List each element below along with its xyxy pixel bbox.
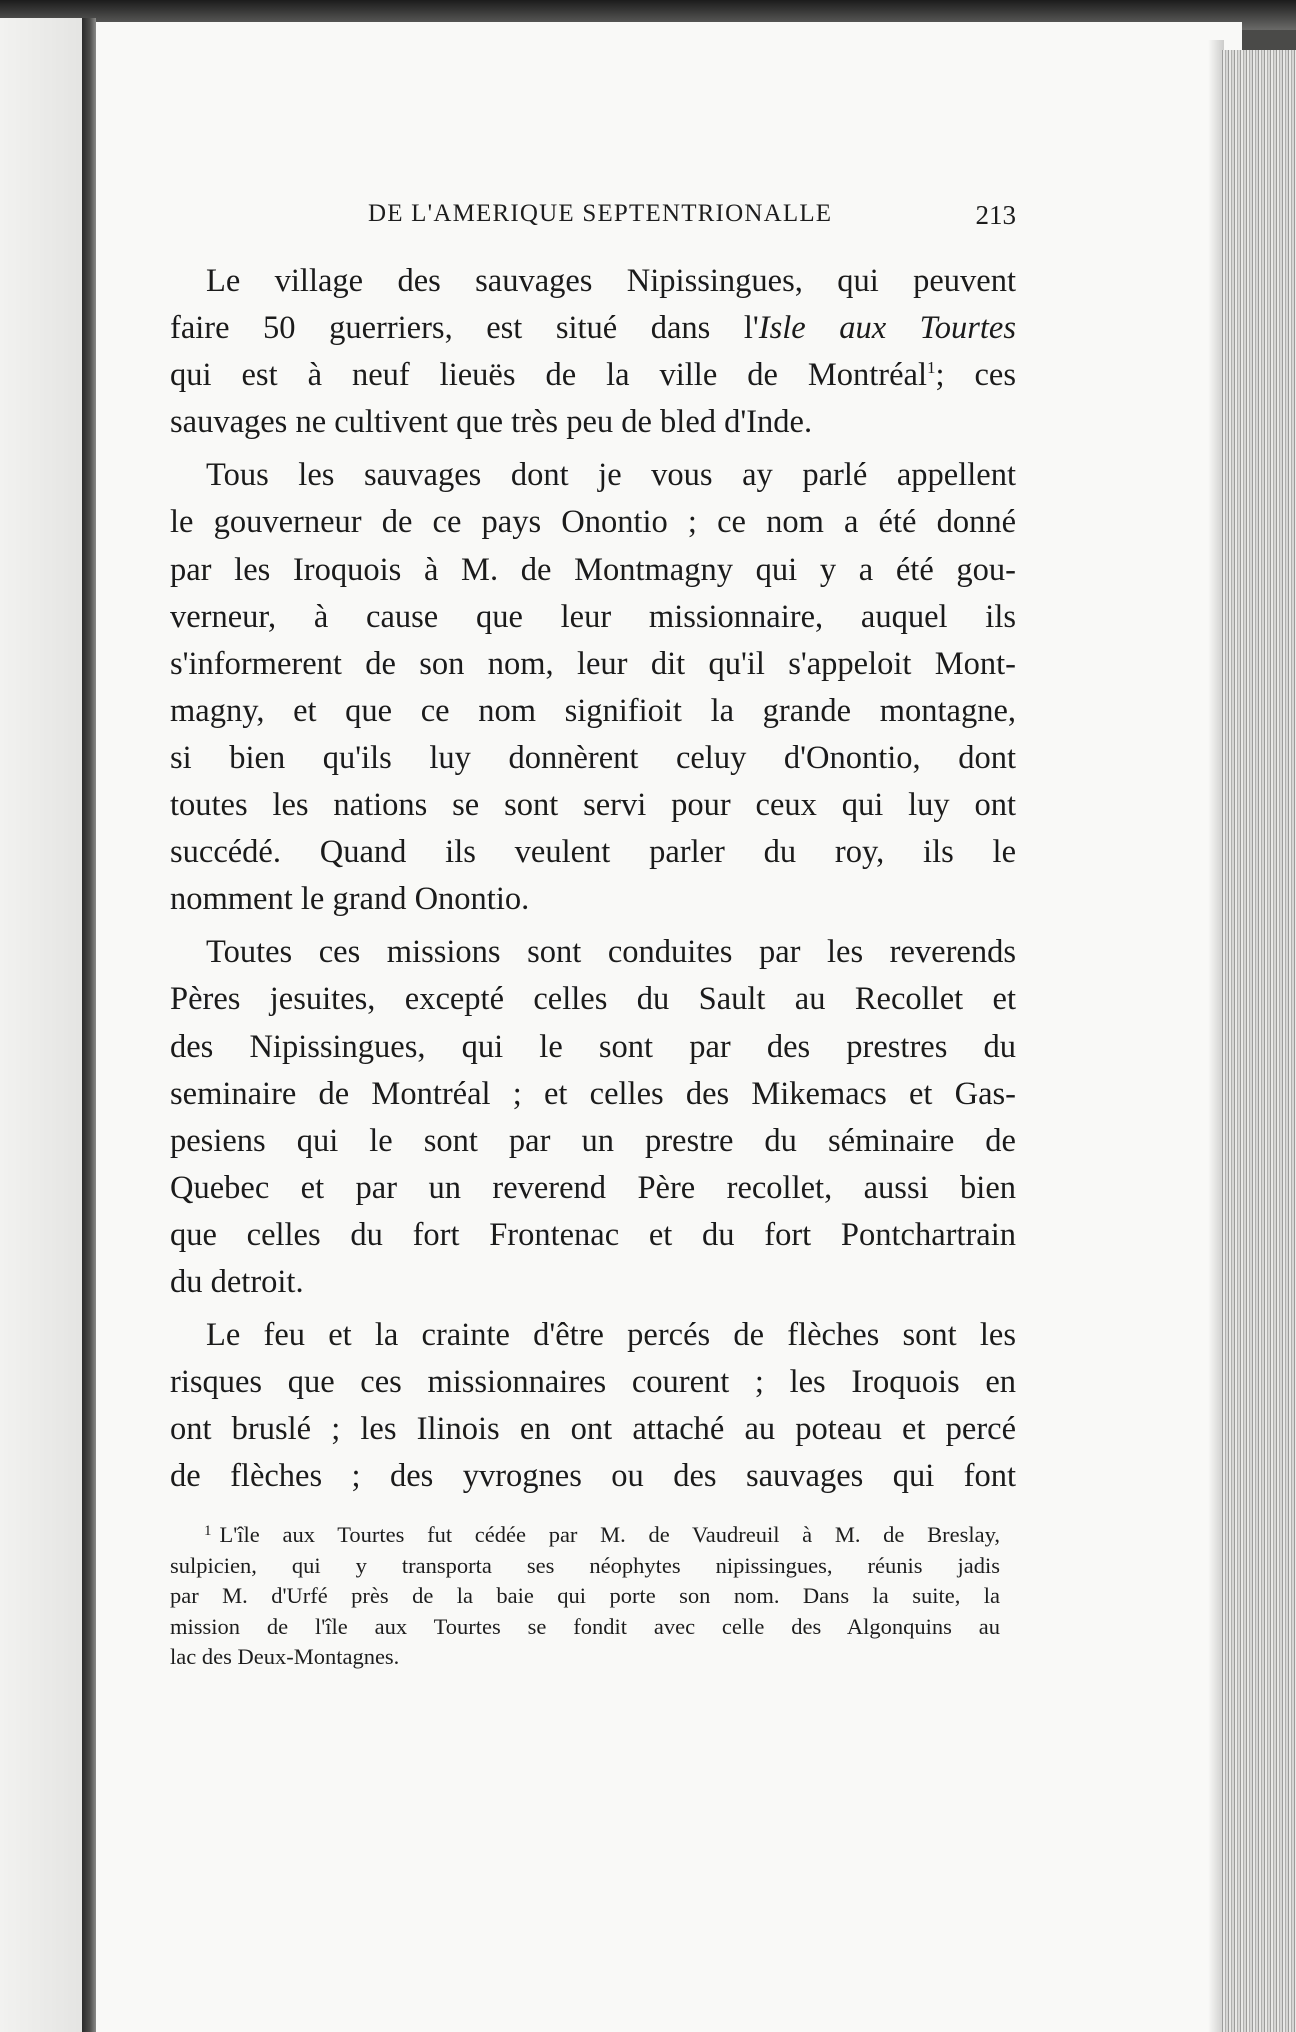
page-number: 213 — [975, 200, 1016, 230]
text-line: du detroit. — [170, 1263, 304, 1300]
text-line: verneur, à cause que leur missionnaire, auquel ils — [170, 598, 1016, 635]
text-line: s'informerent de son nom, leur dit qu'il s'appeloit Mont- — [170, 645, 1016, 682]
footnote-number: 1 — [204, 1523, 212, 1539]
text-line: risques que ces missionnaires courent ; les Iroquois en — [170, 1364, 1016, 1401]
text-line — [170, 305, 1016, 352]
adjacent-page — [0, 18, 84, 2032]
footnote-line: mission de l'île aux Tourtes se fondit avec celle des Algonquins au — [170, 1613, 1000, 1639]
footnote-line — [170, 1516, 1000, 1551]
text-line: le gouverneur de ce pays Onontio ; ce nom a été donné — [170, 504, 1016, 541]
text-line: ont bruslé ; les Ilinois en ont attaché au poteau et percé — [170, 1411, 1016, 1448]
paragraph-1 — [170, 258, 1016, 446]
text-line: Tous les sauvages dont je vous ay parlé appellent — [206, 457, 1016, 494]
book-gutter — [82, 18, 96, 2032]
italic-place-name: Isle aux Tourtes — [758, 310, 1016, 347]
footnote-marker: 1 — [927, 358, 936, 378]
text-line: si bien qu'ils luy donnèrent celuy d'Onontio, dont — [170, 739, 1016, 776]
text-line: par les Iroquois à M. de Montmagny qui y a été gou- — [170, 551, 1016, 588]
text-line: seminaire de Montréal ; et celles des Mikemacs et Gas- — [170, 1075, 1016, 1112]
paragraph-3 — [170, 929, 1016, 1306]
text-segment: L'île aux Tourtes fut cédée par M. de Vaudreuil à M. de Breslay, — [219, 1522, 1000, 1547]
text-line: pesiens qui le sont par un prestre du séminaire de — [170, 1122, 1016, 1159]
footnote-line: par M. d'Urfé près de la baie qui porte son nom. Dans la suite, la — [170, 1583, 1000, 1608]
text-segment: ; ces — [935, 357, 1017, 394]
text-line — [170, 352, 1016, 399]
footnote-line: sulpicien, qui y transporta ses néophytes nipissingues, réunis jadis — [170, 1552, 1000, 1578]
paragraph-2 — [170, 452, 1016, 923]
text-line: nomment le grand Onontio. — [170, 881, 530, 918]
text-line: des Nipissingues, qui le sont par des prestres du — [170, 1028, 1016, 1065]
page-edges — [1220, 50, 1296, 2032]
text-line: toutes les nations se sont servi pour ceux qui luy ont — [170, 787, 1016, 824]
footnote — [170, 1516, 1000, 1673]
text-line: Pères jesuites, excepté celles du Sault au Recollet et — [170, 981, 1016, 1018]
running-head: DE L'AMERIQUE SEPTENTRIONALLE — [368, 200, 833, 227]
page-header — [368, 200, 1016, 240]
paragraph-4 — [170, 1312, 1016, 1500]
text-line: de flèches ; des yvrognes ou des sauvages qui font — [170, 1458, 1016, 1495]
text-line: que celles du fort Frontenac et du fort Pontchartrain — [170, 1216, 1016, 1253]
text-line: sauvages ne cultivent que très peu de bled d'Inde. — [170, 404, 813, 441]
text-line: magny, et que ce nom signifioit la grande montagne, — [170, 692, 1016, 729]
text-line: Le village des sauvages Nipissingues, qui peuvent — [206, 263, 1016, 299]
text-segment: qui est à neuf lieuës de la ville de Montréal — [170, 357, 928, 394]
text-line: Toutes ces missions sont conduites par les reverends — [206, 934, 1016, 971]
body-text — [170, 258, 1016, 1500]
text-line: Quebec et par un reverend Père recollet, aussi bien — [170, 1169, 1016, 1206]
footnote-line: lac des Deux-Montagnes. — [170, 1644, 400, 1669]
text-line: succédé. Quand ils veulent parler du roy, ils le — [170, 834, 1016, 871]
text-line: Le feu et la crainte d'être percés de flèches sont les — [206, 1317, 1016, 1354]
text-segment: faire 50 guerriers, est situé dans l' — [170, 310, 759, 347]
